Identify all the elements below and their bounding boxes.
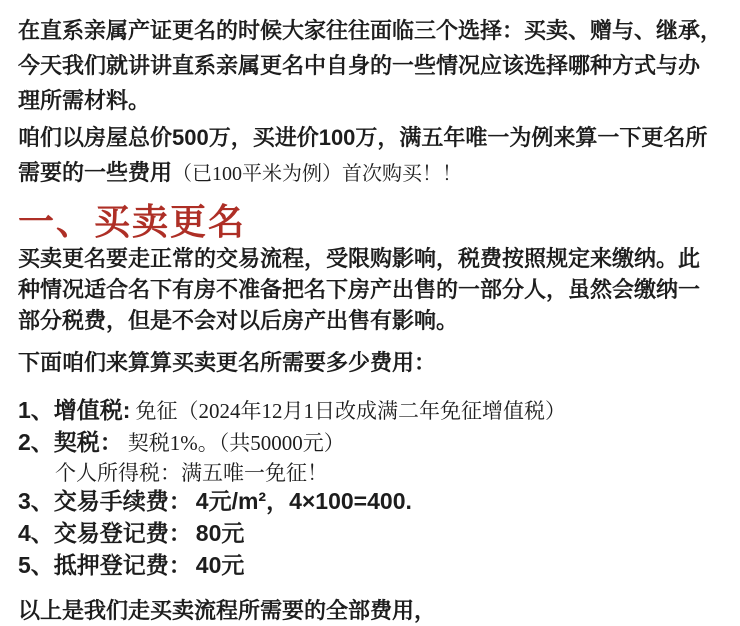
section-body-line: 部分税费，但是不会对以后房产出售有影响。 [18, 308, 459, 333]
example-line: 咱们以房屋总价500万，买进价100万，满五年唯一为例来算一下更名所 [18, 125, 708, 150]
example-bold-text: 需要的一些费用 [18, 160, 173, 185]
fee-label: 3、交易手续费： [18, 488, 192, 514]
section-body-paragraph [18, 243, 726, 336]
fee-label: 5、抵押登记费： [18, 552, 192, 578]
fee-subnote-income-tax: 个人所得税：满五唯一免征！ [55, 461, 328, 485]
intro-line: 今天我们就讲讲直系亲属更名中自身的一些情况应该选择哪种方式与办 [18, 53, 701, 78]
fees-list [18, 396, 726, 583]
example-paragraph [18, 120, 726, 192]
section-body-line: 买卖更名要走正常的交易流程，受限购影响，税费按照规定来缴纳。此 [18, 246, 701, 271]
fee-item-registration-fee [18, 519, 726, 551]
intro-paragraph [18, 13, 726, 118]
fee-item-transaction-fee [18, 487, 726, 519]
fee-detail: 契税1%。（共50000元） [127, 431, 345, 455]
fees-lead-paragraph: 下面咱们来算算买卖更名所需要多少费用： [18, 350, 437, 375]
intro-line: 在直系亲属产证更名的时候大家往往面临三个选择：买卖、赠与、继承， [18, 18, 723, 43]
fee-label: 4、交易登记费： [18, 520, 192, 546]
fee-detail: 4元/m²，4×100=400. [195, 488, 412, 514]
example-note-text: （已100平米为例）首次购买！！ [172, 163, 463, 185]
fee-item-mortgage-fee [18, 551, 726, 583]
section-heading: 一、买卖更名 [18, 201, 247, 242]
fee-detail: 免征（2024年12月1日改成满二年免征增值税） [135, 399, 566, 423]
closing-paragraph: 以上是我们走买卖流程所需要的全部费用， [18, 598, 437, 623]
fee-item-deed-tax [18, 428, 726, 460]
section-body-line: 种情况适合名下有房不准备把名下房产出售的一部分人，虽然会缴纳一 [18, 277, 701, 302]
intro-line: 理所需材料。 [18, 88, 151, 113]
fee-label: 1、增值税: [18, 397, 131, 423]
example-line [18, 155, 726, 192]
fee-detail: 40元 [195, 552, 245, 578]
fee-label: 2、契税： [18, 429, 123, 455]
fee-detail: 80元 [195, 520, 245, 546]
fee-item-vat [18, 396, 726, 428]
